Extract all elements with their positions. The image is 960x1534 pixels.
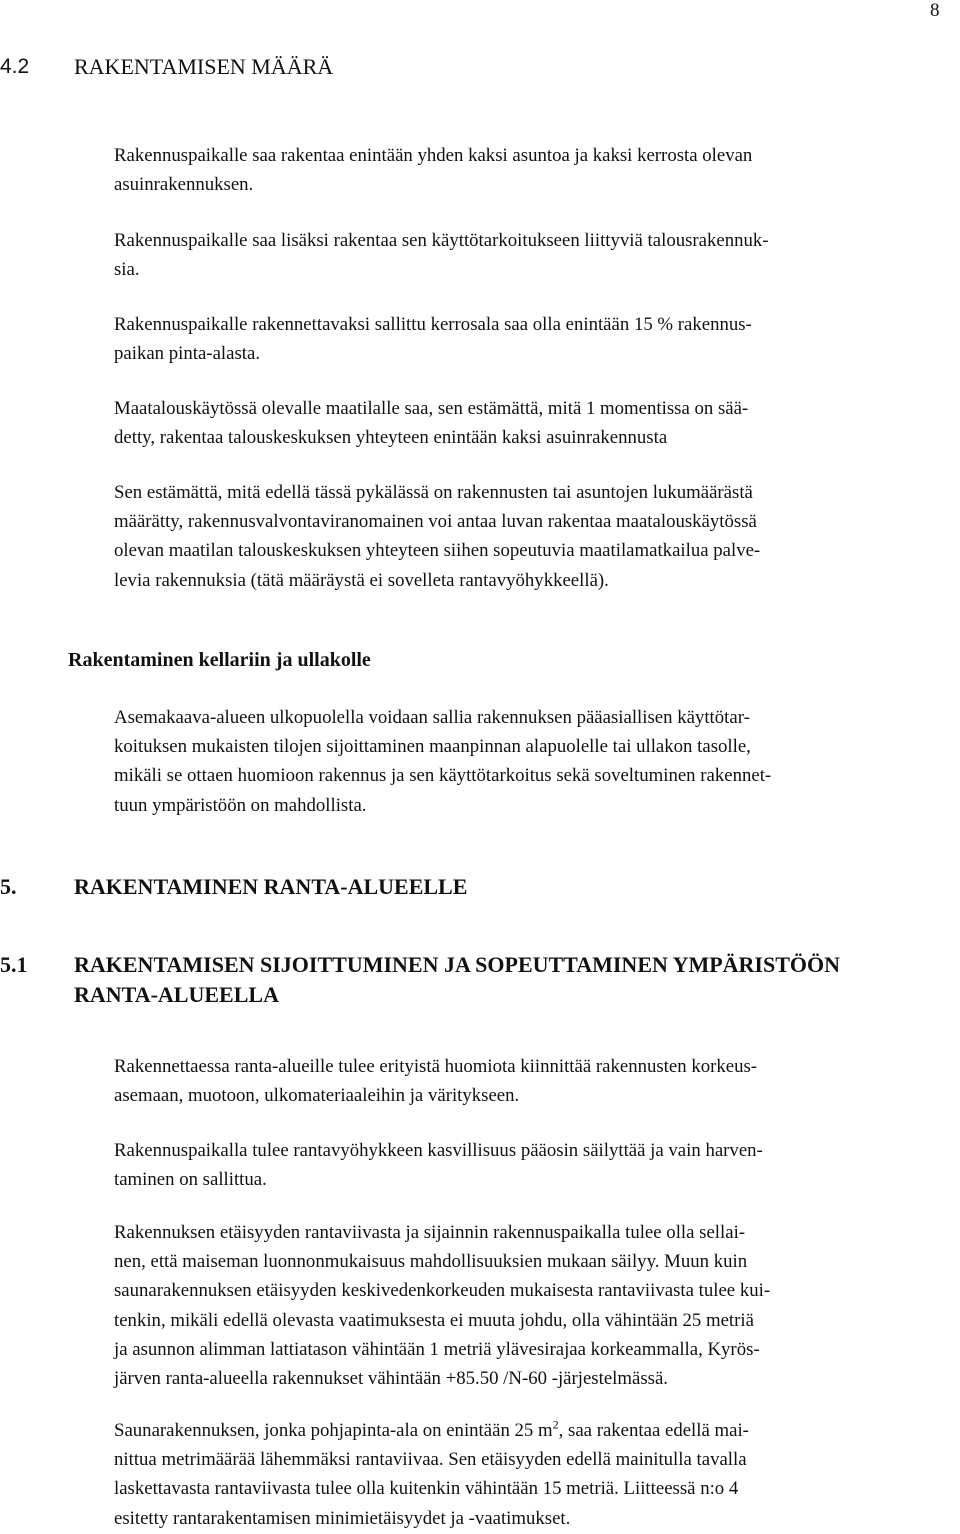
subheading-basement-attic: Rakentaminen kellariin ja ullakolle: [68, 649, 371, 671]
page-number: 8: [930, 0, 940, 21]
paragraph-9: Rakennuksen etäisyyden rantaviivasta ja sijainnin rakennuspaikalla tulee olla sellai- nen, että maiseman luonnonmukaisuus mahdollisuuksien mukaan säilyy. Muun kuin saunarakennuksen etäisyyden keskivedenkorkeuden mukaisesta rantaviivasta tulee kui- tenkin, mikäli edellä olevasta vaatimuksesta ei muuta johdu, olla vähintään 25 metriä ja asunnon alimman lattiatason vähintään 1 metriä ylävesirajaa korkeammalla, Kyrös- järven ranta-alueella rakennukset vähintään +85.50 /N-60 -järjestelmässä.: [114, 1222, 771, 1390]
section-number: 5.1: [0, 952, 28, 977]
paragraph-2: Rakennuspaikalle saa lisäksi rakentaa sen käyttötarkoitukseen liittyviä talousrakennuk- sia.: [114, 230, 769, 281]
section-title-line-2: RANTA-ALUEELLA: [74, 982, 279, 1007]
paragraph-1: Rakennuspaikalle saa rakentaa enintään yhden kaksi asuntoa ja kaksi kerrosta olevan asuinrakennuksen.: [114, 145, 753, 196]
paragraph-4: Maatalouskäytössä olevalle maatilalle saa, sen estämättä, mitä 1 momentissa on sää- detty, rakentaa talouskeskuksen yhteyteen enintään kaksi asuinrakennusta: [114, 398, 749, 449]
paragraph-5: Sen estämättä, mitä edellä tässä pykälässä on rakennusten tai asuntojen lukumäärästä määrätty, rakennusvalvontaviranomainen voi antaa luvan rakentaa maatalouskäytössä olevan maatilan talouskeskuksen yhteyteen siihen sopeutuvia maatilamatkailua palve- levia rakennuksia (tätä määräystä ei sovelleta rantavyöhykkeellä).: [114, 482, 761, 591]
paragraph-10-part-1: Saunarakennuksen, jonka pohjapinta-ala on enintään 25 m: [114, 1420, 553, 1441]
paragraph-6: Asemakaava-alueen ulkopuolella voidaan sallia rakennuksen pääasiallisen käyttötar- koituksen mukaisten tilojen sijoittaminen maanpinnan alapuolelle tai ullakon tasolle, mikäli se ottaen huomioon rakennus ja sen käyttötarkoitus sekä soveltuminen rakennet- tuun ympäristöön on mahdollista.: [114, 707, 772, 816]
paragraph-3: Rakennuspaikalle rakennettavaksi sallittu kerrosala saa olla enintään 15 % rakennus- paikan pinta-alasta.: [114, 314, 752, 365]
section-title: RAKENTAMISEN MÄÄRÄ: [74, 54, 334, 79]
superscript-2: 2: [552, 1417, 559, 1432]
paragraph-8: Rakennuspaikalla tulee rantavyöhykkeen kasvillisuus pääosin säilyttää ja vain harven- taminen on sallittua.: [114, 1140, 763, 1191]
section-number: 4.2: [0, 55, 30, 78]
section-title-line-1: RAKENTAMISEN SIJOITTUMINEN JA SOPEUTTAMINEN YMPÄRISTÖÖN: [74, 952, 841, 977]
paragraph-7: Rakennettaessa ranta-alueille tulee erityistä huomiota kiinnittää rakennusten korkeus- asemaan, muotoon, ulkomateriaaleihin ja väritykseen.: [114, 1056, 758, 1107]
section-number: 5.: [0, 874, 17, 899]
paragraph-10: [114, 1416, 944, 1533]
paragraph-10-part-2: , saa rakentaa edellä mai- nittua metrimäärää lähemmäksi rantaviivaa. Sen etäisyyden edellä mainitulla tavalla laskettavasta rantaviivasta tulee olla kuitenkin vähintään 15 metriä. Liitteessä n:o 4 esitetty rantarakentamisen minimietäisyydet ja -vaatimukset.: [114, 1420, 749, 1529]
section-title: RAKENTAMINEN RANTA-ALUEELLE: [74, 874, 468, 899]
